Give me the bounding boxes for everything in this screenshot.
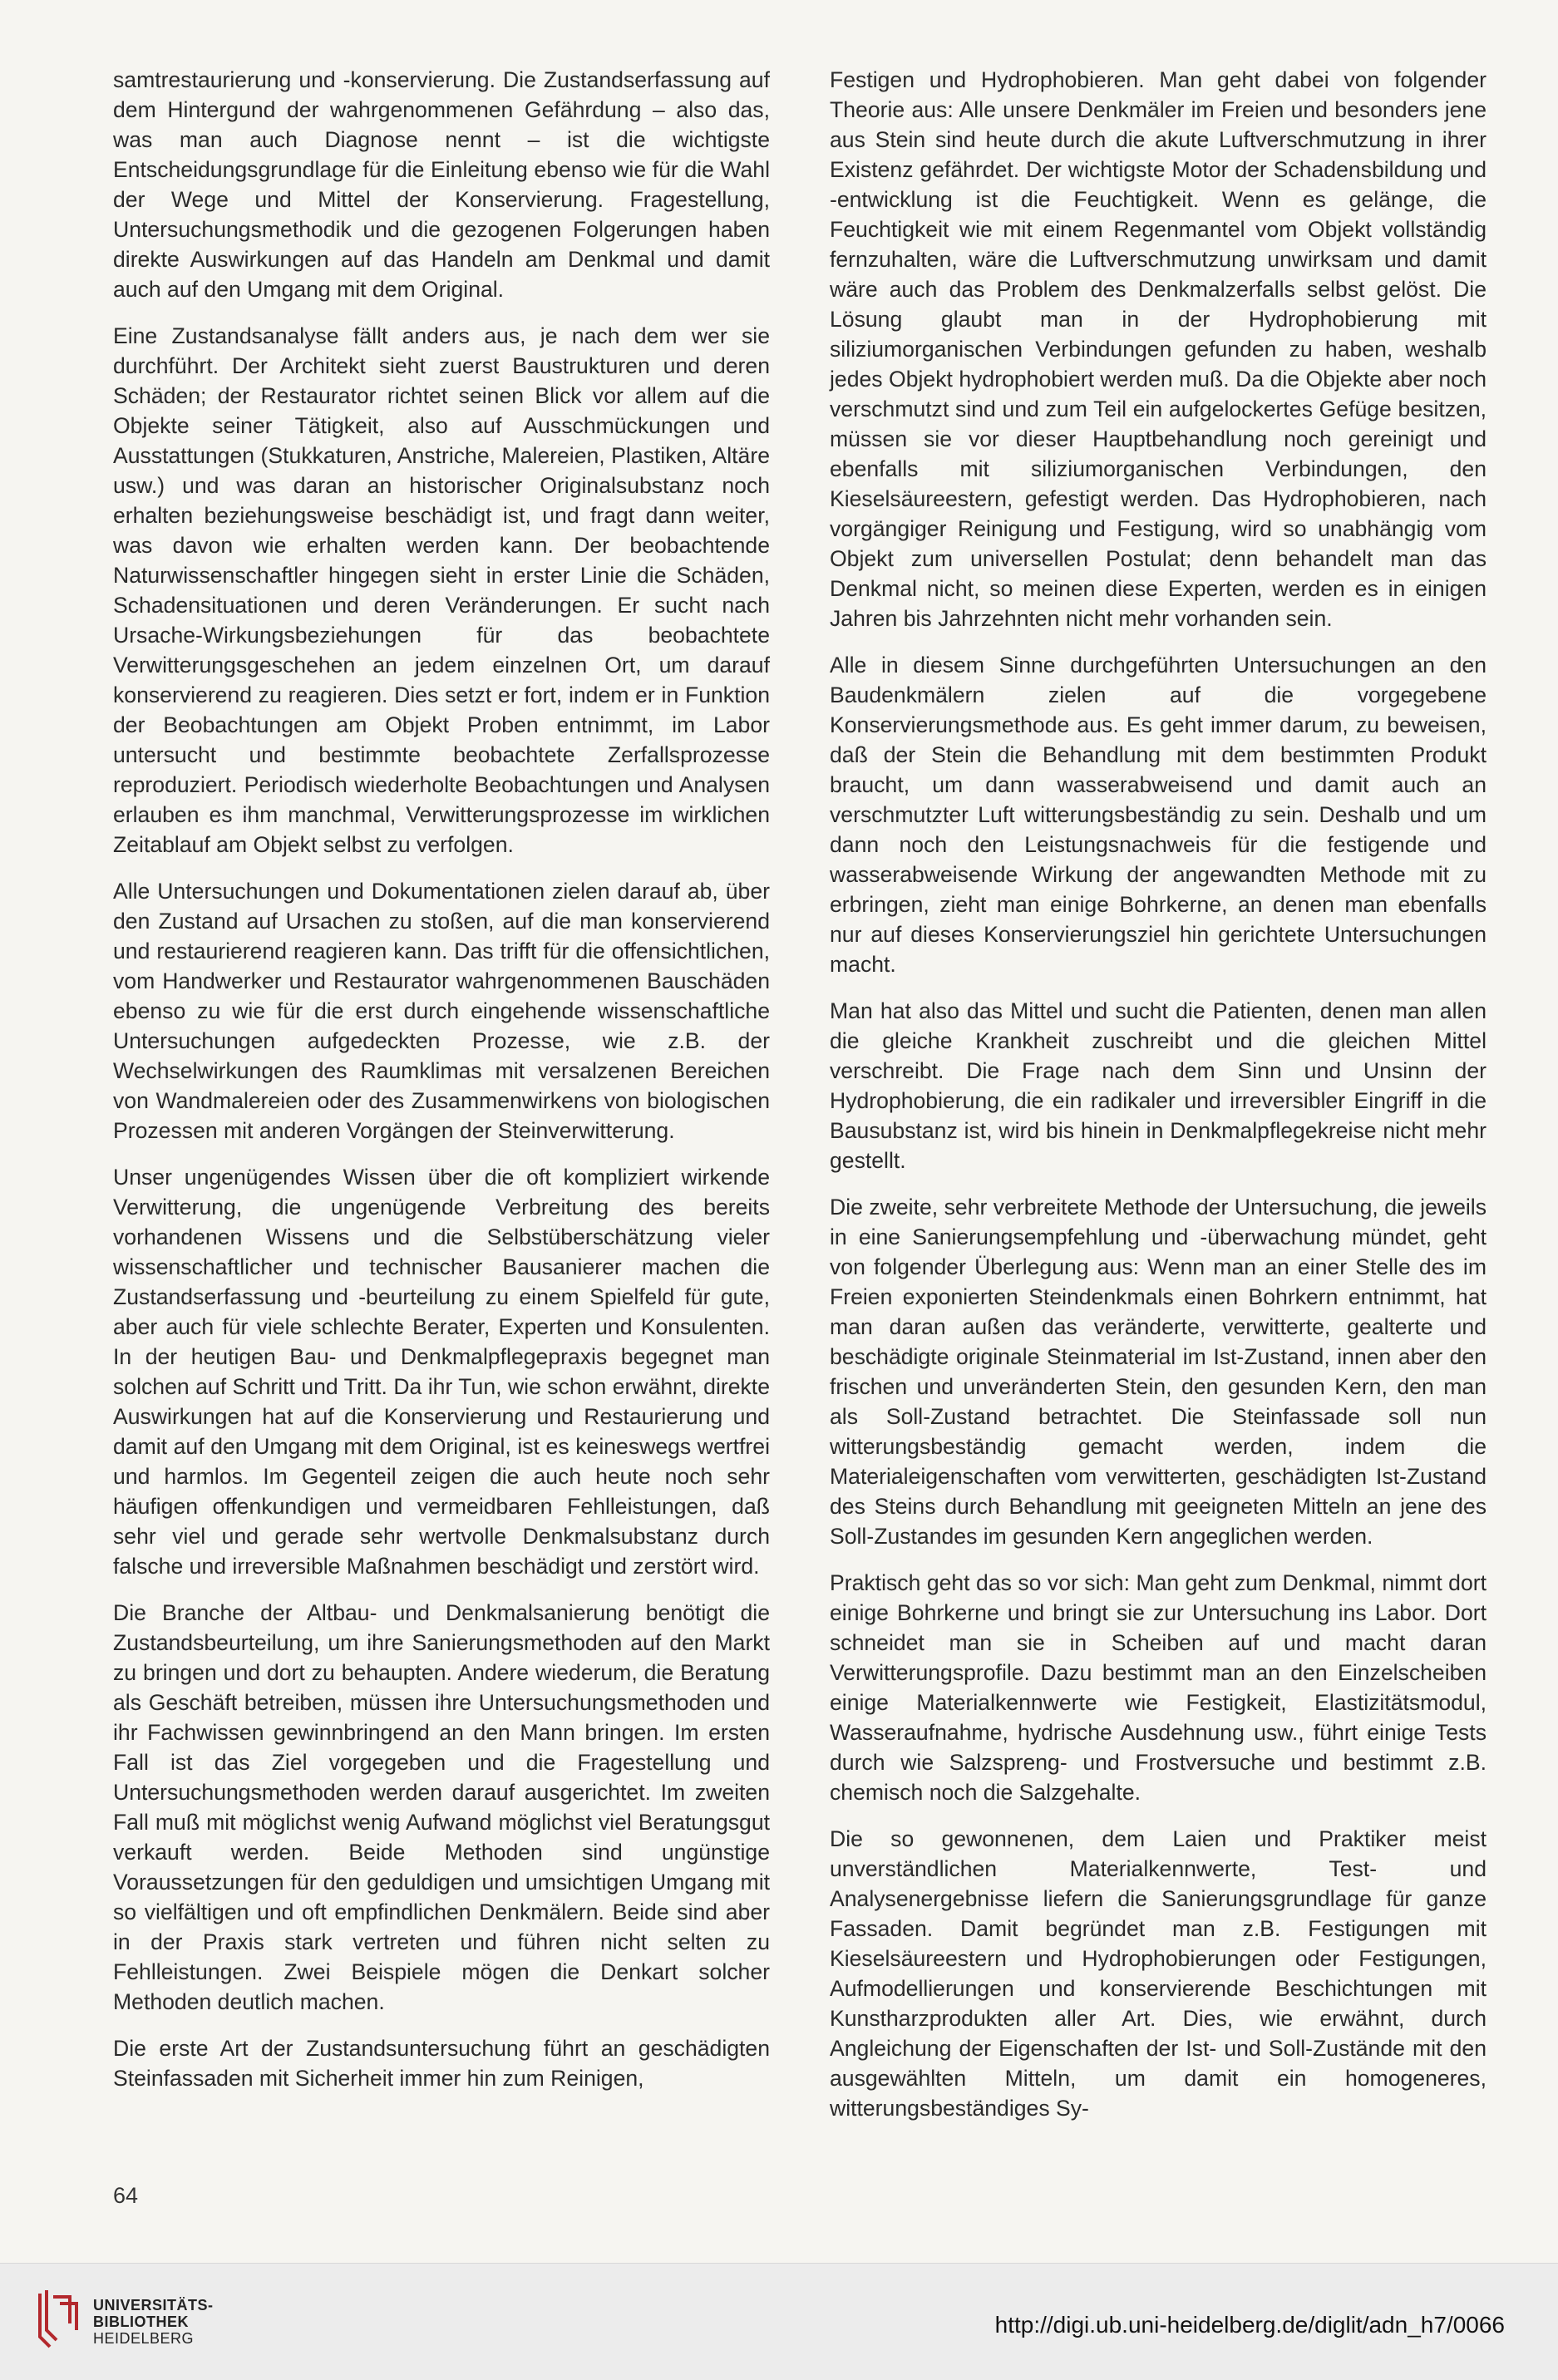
library-name-line: BIBLIOTHEK [93, 2313, 189, 2330]
paragraph: Praktisch geht das so vor sich: Man geht zum Denkmal, nimmt dort einige Bohrkerne und bringt sie zur Untersuchung ins Labor. Dort schneidet man sie in Scheiben auf und macht daran Verwitterungsprofile. Dazu bestimmt man an den Einzelscheiben einige Materialkennwerte wie Festigkeit, Elastizitätsmodul, Wasseraufnahme, hydrische Ausdehnung usw., führt einige Tests durch wie Salzspreng- und Frostversuche und bestimmt z.B. chemisch noch die Salzgehalte. [830, 1570, 1487, 1805]
paragraph: Alle in diesem Sinne durchgeführten Untersuchungen an den Baudenkmälern zielen auf die vorgegebene Konservierungsmethode aus. Es geht immer darum, zu beweisen, daß der Stein die Behandlung mit dem bestimmten Produkt braucht, um dann wasserabweisend und damit auch an verschmutzter Luft witterungsbeständig zu sein. Deshalb und um dann noch den Leistungsnachweis für die festigende und wasserabweisende Wirkung der angewandten Methode mit zu erbringen, zieht man einige Bohrkerne, an denen man ebenfalls nur auf dieses Konservierungsziel hin gerichtete Untersuchungen macht. [830, 653, 1487, 977]
paragraph: Die Branche der Altbau- und Denkmalsanierung benötigt die Zustandsbeurteilung, um ihre Sanierungsmethoden auf den Markt zu bringen und dort zu behaupten. Andere wiederum, die Beratung als Geschäft betreiben, müssen ihre Untersuchungsmethoden und ihr Fachwissen gewinnbringend an den Mann bringen. Im ersten Fall ist das Ziel vorgegeben und die Fragestellung und Untersuchungsmethoden werden darauf ausgerichtet. Im zweiten Fall muß mit möglichst wenig Aufwand möglichst viel Beratungsgut verkauft werden. Beide Methoden sind ungünstige Voraussetzungen für den geduldigen und umsichtigen Umgang mit so vielfältigen und oft empfindlichen Denkmälern. Beide sind aber in der Praxis stark vertreten und führen nicht selten zu Fehlleistungen. Zwei Beispiele mögen die Denkart solcher Methoden deutlich machen. [113, 1600, 770, 2014]
paragraph: Unser ungenügendes Wissen über die oft kompliziert wirkende Verwitterung, die ungenügende Verbreitung des bereits vorhandenen Wissens und die Selbstüberschätzung vieler wissenschaftlicher und technischer Bausanierer machen die Zustandserfassung und -beurteilung zu einem Spielfeld für gute, aber auch für viele schlechte Berater, Experten und Konsulenten. In der heutigen Bau- und Denkmalpflegepraxis begegnet man solchen auf Schritt und Tritt. Da ihr Tun, wie schon erwähnt, direkte Auswirkungen hat auf die Konservierung und Restaurierung und damit auf den Umgang mit dem Original, ist es keineswegs wertfrei und harmlos. Im Gegenteil zeigen die auch heute noch sehr häufigen offenkundigen und vermeidbaren Fehlleistungen, daß sehr viel und gerade sehr wertvolle Denkmalsubstanz durch falsche und irreversible Maßnahmen beschädigt und zerstört wird. [113, 1165, 770, 1579]
digitization-footer [0, 2263, 1558, 2380]
paragraph: Alle Untersuchungen und Dokumentationen zielen darauf ab, über den Zustand auf Ursachen zu stoßen, auf die man konservierend und restaurierend reagieren kann. Das trifft für die offensichtlichen, vom Handwerker und Restaurator wahrgenommenen Bauschäden ebenso zu wie für die erst durch eingehende wissenschaftliche Untersuchungen aufgedeckten Prozesse, wie z.B. der Wechselwirkungen des Raumklimas mit versalzenen Bereichen von Wandmalereien oder des Zusammenwirkens von biologischen Prozessen mit anderen Vorgängen der Steinverwitterung. [113, 879, 770, 1143]
source-url-link[interactable]: http://digi.ub.uni-heidelberg.de/diglit/adn_h7/0066 [994, 2312, 1505, 2338]
paragraph: Die erste Art der Zustandsuntersuchung führt an geschädigten Steinfassaden mit Sicherheit immer hin zum Reinigen, [113, 2036, 770, 2091]
ub-heidelberg-logo-icon [33, 2287, 85, 2353]
paragraph: Man hat also das Mittel und sucht die Patienten, denen man allen die gleiche Krankheit zuschreibt und die gleichen Mittel verschreibt. Die Frage nach dem Sinn und Unsinn der Hydrophobierung, die ein radikaler und irreversibler Eingriff in die Bausubstanz ist, wird bis hinein in Denkmalpflegekreise nicht mehr gestellt. [830, 998, 1487, 1173]
left-column [113, 65, 770, 2110]
library-name-line: UNIVERSITÄTS- [93, 2297, 214, 2313]
page-number: 64 [113, 2183, 139, 2208]
library-name-line: HEIDELBERG [93, 2330, 195, 2347]
right-column [830, 65, 1487, 2140]
paragraph: Festigen und Hydrophobieren. Man geht dabei von folgender Theorie aus: Alle unsere Denkmäler im Freien und besonders jene aus Stein sind heute durch die akute Luftverschmutzung in ihrer Existenz gefährdet. Der wichtigste Motor der Schadensbildung und -entwicklung ist die Feuchtigkeit. Wenn es gelänge, die Feuchtigkeit wie mit einem Regenmantel vom Objekt vollständig fernzuhalten, wäre die Luftverschmutzung unwirksam und damit wäre auch das Problem des Denkmalzerfalls selbst gelöst. Die Lösung glaubt man in der Hydrophobierung mit siliziumorganischen Verbindungen gefunden zu haben, weshalb jedes Objekt hydrophobiert werden muß. Da die Objekte aber noch verschmutzt sind und zum Teil ein aufgelockertes Gefüge besitzen, müssen sie vor dieser Hauptbehandlung noch gereinigt und ebenfalls mit siliziumorganischen Verbindungen, den Kieselsäureestern, gefestigt werden. Das Hydrophobieren, nach vorgängiger Reinigung und Festigung, wird so unabhängig vom Objekt zum universellen Postulat; denn behandelt man das Denkmal nicht, so meinen diese Experten, werden es in einigen Jahren bis Jahrzehnten nicht mehr vorhanden sein. [830, 67, 1487, 631]
paragraph: Eine Zustandsanalyse fällt anders aus, je nach dem wer sie durchführt. Der Architekt sieht zuerst Baustrukturen und deren Schäden; der Restaurator richtet seinen Blick vor allem auf die Objekte seiner Tätigkeit, also auf Ausschmückungen und Ausstattungen (Stukkaturen, Anstriche, Malereien, Plastiken, Altäre usw.) und was daran an historischer Originalsubstanz noch erhalten beziehungsweise beschädigt ist, und fragt dann weiter, was davon wie erhalten werden kann. Der beobachtende Naturwissenschaftler hingegen sieht in erster Linie die Schäden, Schadensituationen und deren Veränderungen. Er sucht nach Ursache-Wirkungsbeziehungen für das beobachtete Verwitterungsgeschehen an jedem einzelnen Ort, um darauf konservierend zu reagieren. Dies setzt er fort, indem er in Funktion der Beobachtungen am Objekt Proben entnimmt, im Labor untersucht und bestimmte beobachtete Zerfallsprozesse reproduziert. Periodisch wiederholte Beobachtungen und Analysen erlauben es ihm manchmal, Verwitterungsprozesse im wirklichen Zeitablauf am Objekt selbst zu verfolgen. [113, 323, 770, 857]
paragraph: Die so gewonnenen, dem Laien und Praktiker meist unverständlichen Materialkennwerte, Test- und Analysenergebnisse liefern die Sanierungsgrundlage für ganze Fassaden. Damit begründet man z.B. Festigungen mit Kieselsäureestern und Hydrophobierungen oder Festigungen, Aufmodellierungen und konservierende Beschichtungen mit Kunstharzprodukten aller Art. Dies, wie erwähnt, durch Angleichung der Eigenschaften der Ist- und Soll-Zustände mit den ausgewählten Mitteln, um damit ein homogeneres, witterungsbeständiges Sy- [830, 1826, 1487, 2121]
paragraph: Die zweite, sehr verbreitete Methode der Untersuchung, die jeweils in eine Sanierungsempfehlung und -überwachung mündet, geht von folgender Überlegung aus: Wenn man an einer Stelle des im Freien exponierten Steindenkmals einen Bohrkern entnimmt, hat man daran außen das veränderte, verwitterte, gealterte und beschädigte originale Steinmaterial im Ist-Zustand, innen aber den frischen und unveränderten Stein, den gesunden Kern, den man als Soll-Zustand betrachtet. Die Steinfassade soll nun witterungsbeständig gemacht werden, indem die Materialeigenschaften vom verwitterten, geschädigten Ist-Zustand des Steins durch Behandlung mit geeigneten Mitteln an jene des Soll-Zustandes im gesunden Kern angeglichen werden. [830, 1195, 1487, 1549]
library-name [93, 2297, 214, 2347]
paragraph: samtrestaurierung und -konservierung. Die Zustandserfassung auf dem Hintergund der wahrgenommenen Gefährdung – also das, was man auch Diagnose nennt – ist die wichtigste Entscheidungsgrundlage für die Einleitung ebenso wie für die Wahl der Wege und Mittel der Konservierung. Fragestellung, Untersuchungsmethodik und die gezogenen Folgerungen haben direkte Auswirkungen auf das Handeln am Denkmal und damit auch auf den Umgang mit dem Original. [113, 67, 770, 302]
